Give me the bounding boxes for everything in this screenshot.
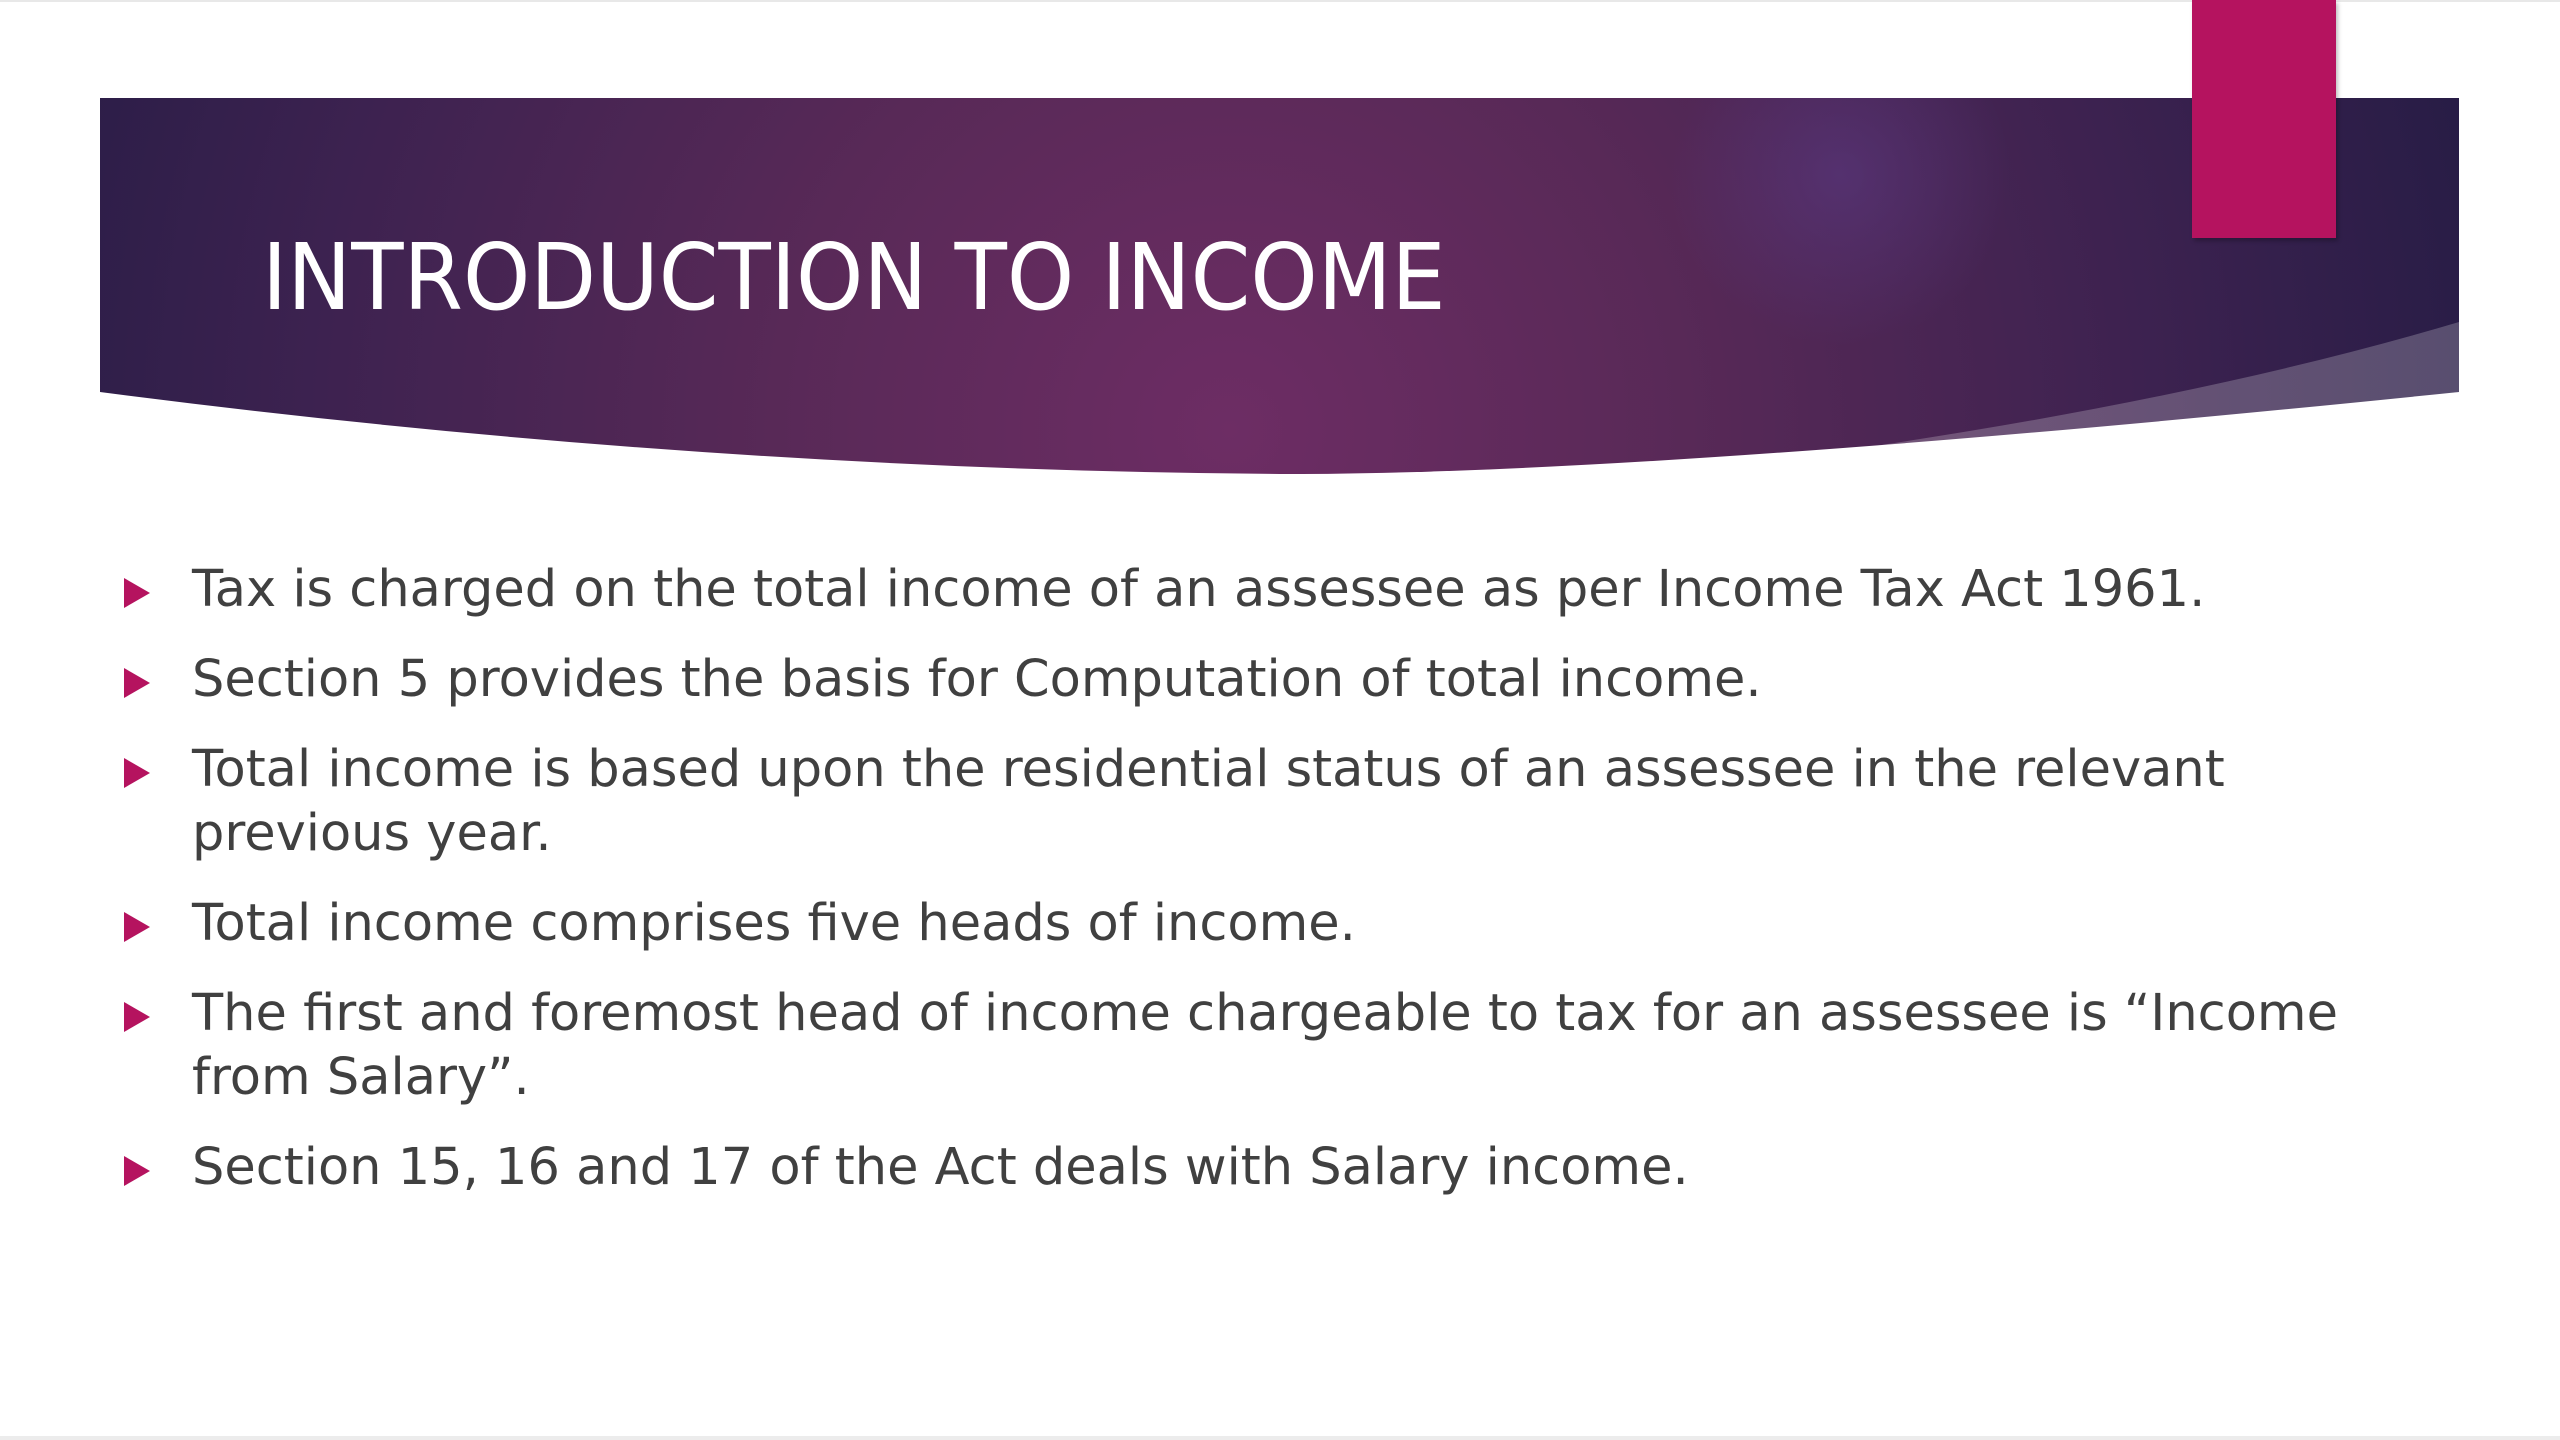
bottom-divider: [0, 1436, 2560, 1440]
bullet-text: Total income is based upon the residential status of an assessee in the relevant previous year.: [192, 740, 2225, 863]
bullet-text: Tax is charged on the total income of an assessee as per Income Tax Act 1961.: [192, 560, 2206, 619]
bullet-item: [120, 738, 2400, 866]
triangle-right-icon: [124, 758, 150, 788]
slide-title: INTRODUCTION TO INCOME: [262, 224, 1446, 331]
bullet-item: [120, 558, 2400, 622]
triangle-right-icon: [124, 1002, 150, 1032]
bullet-text: Total income comprises five heads of income.: [192, 894, 1356, 953]
triangle-right-icon: [124, 912, 150, 942]
bullet-text: Section 5 provides the basis for Computation of total income.: [192, 650, 1762, 709]
accent-tab: [2192, 0, 2336, 238]
triangle-right-icon: [124, 578, 150, 608]
bullet-item: [120, 648, 2400, 712]
triangle-right-icon: [124, 1156, 150, 1186]
bullet-item: [120, 892, 2400, 956]
bullet-list: [120, 558, 2400, 1226]
bullet-item: [120, 982, 2400, 1110]
bullet-item: [120, 1136, 2400, 1200]
bullet-text: Section 15, 16 and 17 of the Act deals with Salary income.: [192, 1138, 1689, 1197]
triangle-right-icon: [124, 668, 150, 698]
bullet-text: The first and foremost head of income chargeable to tax for an assessee is “Income from Salary”.: [192, 984, 2338, 1107]
